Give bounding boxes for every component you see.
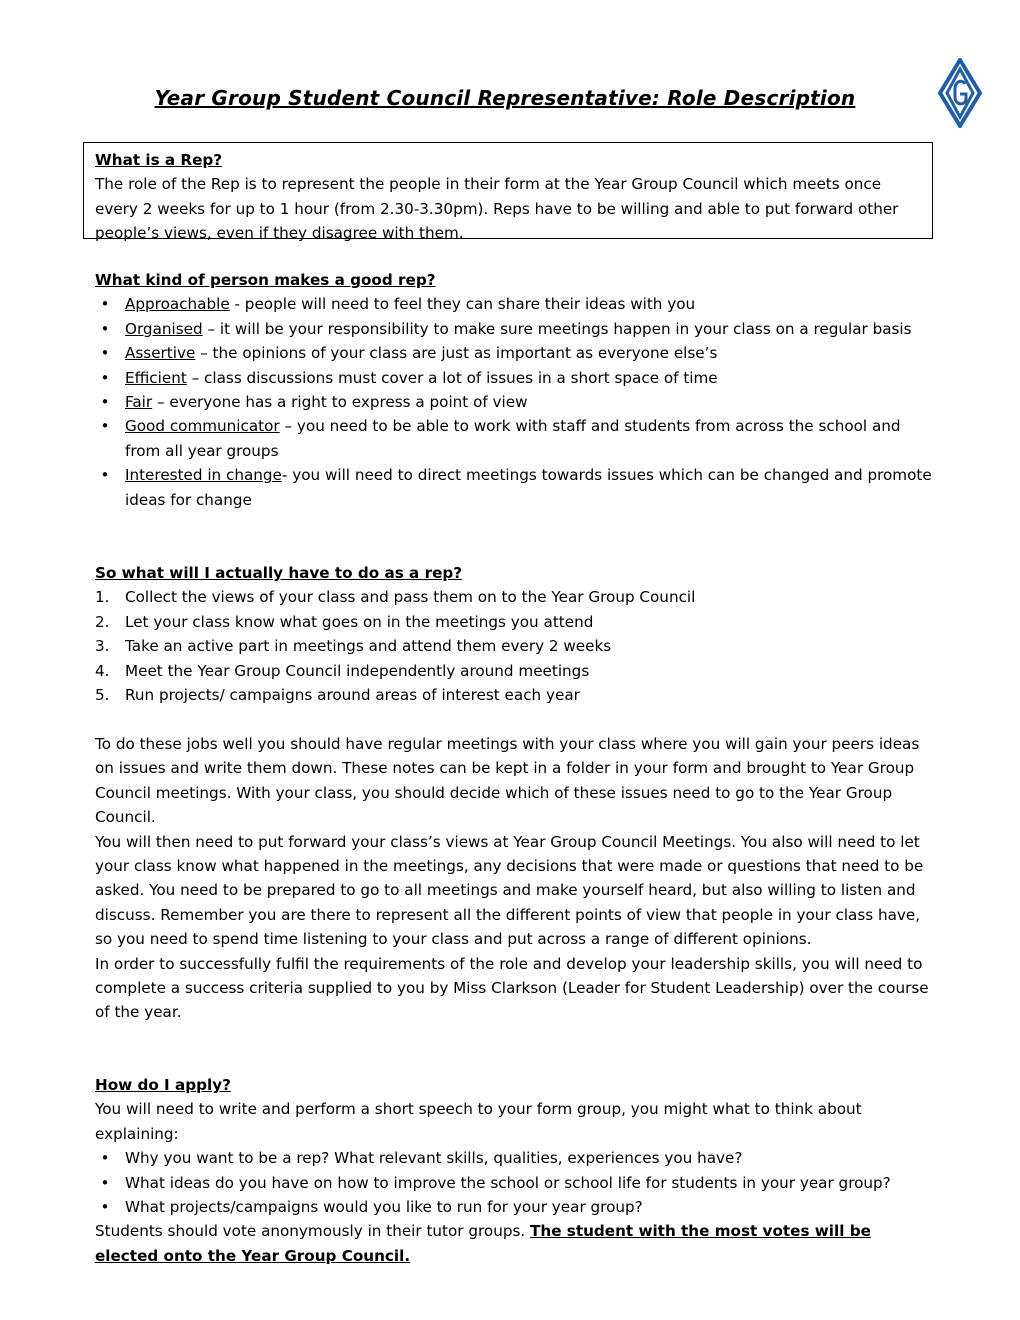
duty-text: Take an active part in meetings and attend them every 2 weeks bbox=[125, 637, 612, 656]
quality-term: Approachable bbox=[125, 295, 230, 314]
duty-text: Run projects/ campaigns around areas of interest each year bbox=[125, 686, 580, 705]
quality-term: Good communicator bbox=[125, 417, 280, 436]
duty-text: Let your class know what goes on in the meetings you attend bbox=[125, 612, 594, 631]
duty-number: 1. bbox=[95, 588, 110, 607]
apply-item-text: What ideas do you have on how to improve the school or school life for students in your year group? bbox=[125, 1173, 891, 1192]
quality-desc: - you will need to direct meetings towards issues which can be changed and promote ideas for change bbox=[125, 466, 932, 509]
bullet-icon: • bbox=[100, 417, 110, 436]
duty-item bbox=[95, 610, 935, 634]
bullet-icon: • bbox=[100, 393, 110, 412]
rep-box-text: The role of the Rep is to represent the people in their form at the Year Group Council which meets once every 2 weeks for up to 1 hour (from 2.30-3.30pm). Reps have to be willing and able to put forward other people’s views, even if they disagree with them. bbox=[95, 175, 899, 243]
bullet-icon: • bbox=[100, 1173, 110, 1192]
duties-heading: So what will I actually have to do as a rep? bbox=[95, 564, 463, 582]
rep-box-heading: What is a Rep? bbox=[95, 151, 223, 169]
bullet-icon: • bbox=[100, 1149, 110, 1168]
paragraph: You will then need to put forward your class’s views at Year Group Council Meetings. You also will need to let your class know what happened in the meetings, any decisions that were made or questions that need to be asked. You need to be prepared to go to all meetings and make yourself heard, but also willing to listen and discuss. Remember you are there to represent all the different points of view that people in your class have, so you need to spend time listening to your class and put across a range of different opinions. bbox=[95, 832, 924, 949]
bullet-icon: • bbox=[100, 466, 110, 485]
bullet-icon: • bbox=[100, 1198, 110, 1217]
duty-number: 2. bbox=[95, 612, 110, 631]
apply-item bbox=[95, 1146, 935, 1170]
duty-text: Meet the Year Group Council independently around meetings bbox=[125, 661, 590, 680]
apply-closing-bold: The student with the most votes will be elected onto the Year Group Council. bbox=[95, 1222, 871, 1265]
quality-desc: - people will need to feel they can share their ideas with you bbox=[229, 295, 696, 314]
apply-closing-text: Students should vote anonymously in their tutor groups. bbox=[95, 1222, 531, 1241]
duties-list bbox=[95, 585, 935, 707]
bullet-icon: • bbox=[100, 319, 110, 338]
qualities-list bbox=[95, 292, 935, 512]
apply-heading: How do I apply? bbox=[95, 1076, 231, 1094]
quality-desc: – it will be your responsibility to make sure meetings happen in your class on a regular basis bbox=[202, 319, 912, 338]
quality-desc: – you need to be able to work with staff and students from across the school and from all year groups bbox=[125, 417, 901, 460]
good-rep-section bbox=[95, 268, 935, 512]
apply-list bbox=[95, 1146, 935, 1219]
quality-desc: – class discussions must cover a lot of issues in a short space of time bbox=[186, 368, 718, 387]
bullet-icon: • bbox=[100, 295, 110, 314]
page-title: Year Group Student Council Representative: Role Description bbox=[154, 86, 856, 110]
duty-number: 5. bbox=[95, 686, 110, 705]
details-section bbox=[95, 732, 935, 1025]
quality-item bbox=[95, 463, 935, 512]
apply-section bbox=[95, 1073, 935, 1268]
quality-item bbox=[95, 390, 935, 414]
duty-item bbox=[95, 683, 935, 707]
paragraph: In order to successfully fulfil the requirements of the role and develop your leadership skills, you will need to complete a success criteria supplied to you by Miss Clarkson (Leader for Student Leadership) over the course of the year. bbox=[95, 954, 929, 1022]
duty-item bbox=[95, 659, 935, 683]
apply-item bbox=[95, 1171, 935, 1195]
quality-desc: – the opinions of your class are just as important as everyone else’s bbox=[195, 344, 718, 363]
quality-item bbox=[95, 317, 935, 341]
quality-desc: – everyone has a right to express a point of view bbox=[152, 393, 528, 412]
duty-text: Collect the views of your class and pass them on to the Year Group Council bbox=[125, 588, 696, 607]
quality-term: Fair bbox=[125, 393, 153, 412]
duty-item bbox=[95, 634, 935, 658]
apply-item-text: What projects/campaigns would you like to run for your year group? bbox=[125, 1198, 643, 1217]
duties-section bbox=[95, 561, 935, 707]
apply-closing bbox=[95, 1219, 935, 1268]
rep-definition-box bbox=[83, 142, 933, 243]
bullet-icon: • bbox=[100, 344, 110, 363]
quality-term: Interested in change bbox=[125, 466, 282, 485]
quality-term: Assertive bbox=[125, 344, 196, 363]
quality-item bbox=[95, 414, 935, 463]
duty-number: 3. bbox=[95, 637, 110, 656]
duty-number: 4. bbox=[95, 661, 110, 680]
quality-term: Efficient bbox=[125, 368, 187, 387]
quality-item bbox=[95, 366, 935, 390]
bullet-icon: • bbox=[100, 368, 110, 387]
quality-term: Organised bbox=[125, 319, 203, 338]
apply-intro: You will need to write and perform a short speech to your form group, you might what to think about explaining: bbox=[95, 1100, 862, 1143]
apply-item-text: Why you want to be a rep? What relevant skills, qualities, experiences you have? bbox=[125, 1149, 743, 1168]
paragraph: To do these jobs well you should have regular meetings with your class where you will gain your peers ideas on issues and write them down. These notes can be kept in a folder in your form and brought to Year Group Council meetings. With your class, you should decide which of these issues need to go to the Year Group Council. bbox=[95, 735, 920, 827]
quality-item bbox=[95, 341, 935, 365]
good-rep-heading: What kind of person makes a good rep? bbox=[95, 271, 436, 289]
apply-item bbox=[95, 1195, 935, 1219]
quality-item bbox=[95, 292, 935, 316]
duty-item bbox=[95, 585, 935, 609]
